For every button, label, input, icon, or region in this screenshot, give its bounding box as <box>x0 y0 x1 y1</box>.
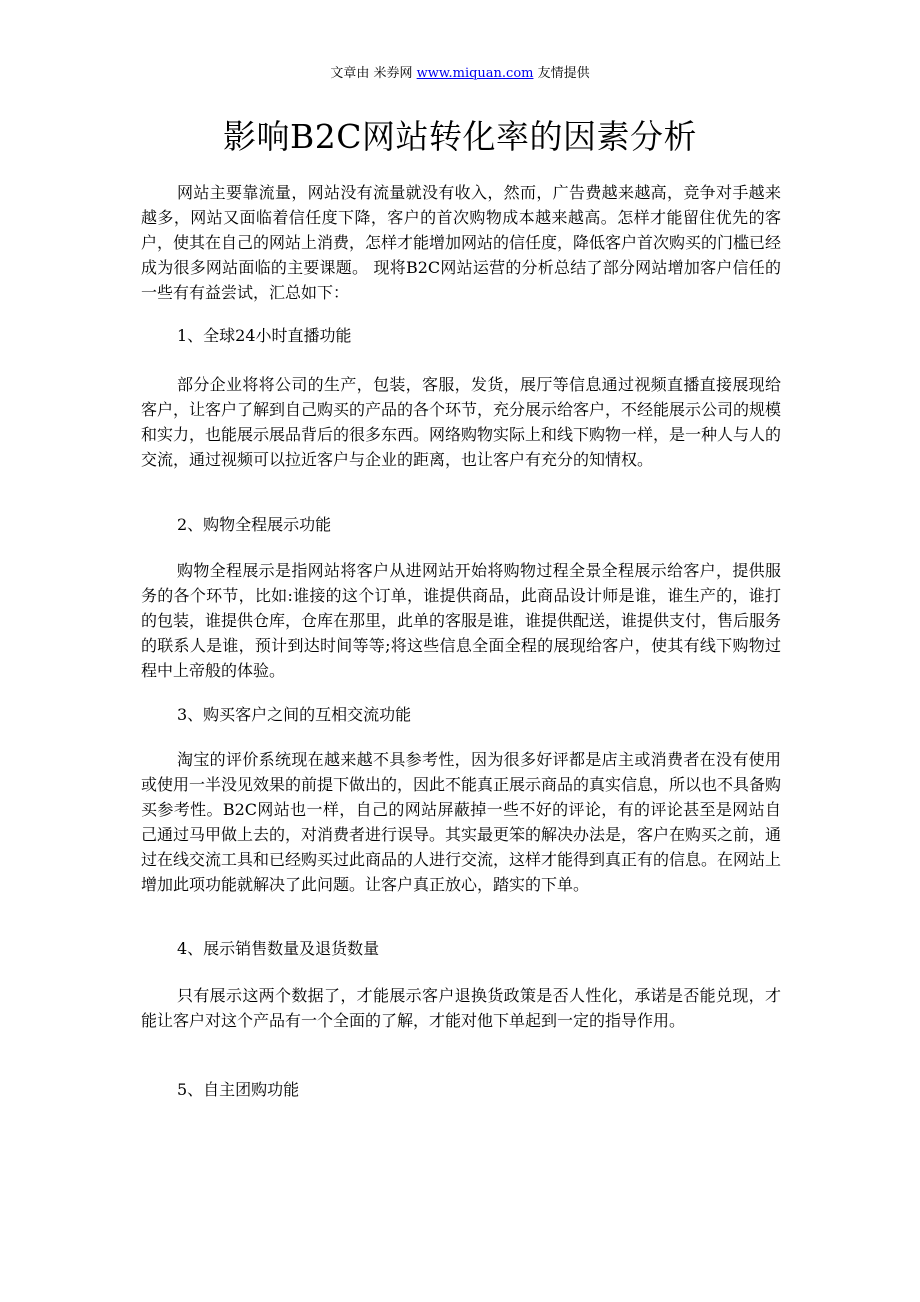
section-heading-2: 2、购物全程展示功能 <box>177 515 332 534</box>
section-heading-3: 3、购买客户之间的互相交流功能 <box>177 705 412 724</box>
source-header <box>0 64 920 84</box>
source-link[interactable]: www.miquan.com <box>416 66 534 81</box>
section-body-2: 购物全程展示是指网站将客户从进网站开始将购物过程全景全程展示给客户，提供服务的各个环节，比如:谁接的这个订单，谁提供商品，此商品设计师是谁，谁生产的，谁打的包装，谁提供仓库，仓库在那里，此单的客服是谁，谁提供配送，谁提供支付，售后服务的联系人是谁，预计到达时间等等;将这些信息全面全程的展现给客户，使其有线下购物过程中上帝般的体验。 <box>141 561 782 680</box>
header-prefix: 文章由 米券网 <box>330 66 413 81</box>
section-heading-4: 4、展示销售数量及退货数量 <box>177 939 380 958</box>
section-body-3: 淘宝的评价系统现在越来越不具参考性，因为很多好评都是店主或消费者在没有使用或使用一半没见效果的前提下做出的，因此不能真正展示商品的真实信息，所以也不具备购买参考性。B2C网站也一样，自己的网站屏蔽掉一些不好的评论，有的评论甚至是网站自己通过马甲做上去的，对消费者进行误导。其实最更笨的解决办法是，客户在购买之前，通过在线交流工具和已经购买过此商品的人进行交流，这样才能得到真正有的信息。在网站上增加此项功能就解决了此问题。让客户真正放心，踏实的下单。 <box>141 750 782 894</box>
section-heading-5: 5、自主团购功能 <box>177 1080 300 1099</box>
section-body-1: 部分企业将将公司的生产，包装，客服，发货，展厅等信息通过视频直播直接展现给客户，让客户了解到自己购买的产品的各个环节，充分展示给客户，不经能展示公司的规模和实力，也能展示展品背后的很多东西。网络购物实际上和线下购物一样，是一种人与人的交流，通过视频可以拉近客户与企业的距离，也让客户有充分的知情权。 <box>141 375 782 469</box>
section-body-4: 只有展示这两个数据了，才能展示客户退换货政策是否人性化，承诺是否能兑现，才能让客户对这个产品有一个全面的了解，才能对他下单起到一定的指导作用。 <box>141 986 781 1030</box>
section-heading-1: 1、全球24小时直播功能 <box>177 326 352 345</box>
document-title: 影响B2C网站转化率的因素分析 <box>223 117 697 156</box>
header-suffix: 友情提供 <box>537 66 590 81</box>
intro-paragraph: 网站主要靠流量，网站没有流量就没有收入，然而，广告费越来越高，竞争对手越来越多，网站又面临着信任度下降，客户的首次购物成本越来越高。怎样才能留住优先的客户，使其在自己的网站上消费，怎样才能增加网站的信任度，降低客户首次购买的门槛已经成为很多网站面临的主要课题。 现将B2C网站运营的分析总结了部分网站增加客户信任的一些有有益尝试，汇总如下： <box>141 183 782 302</box>
